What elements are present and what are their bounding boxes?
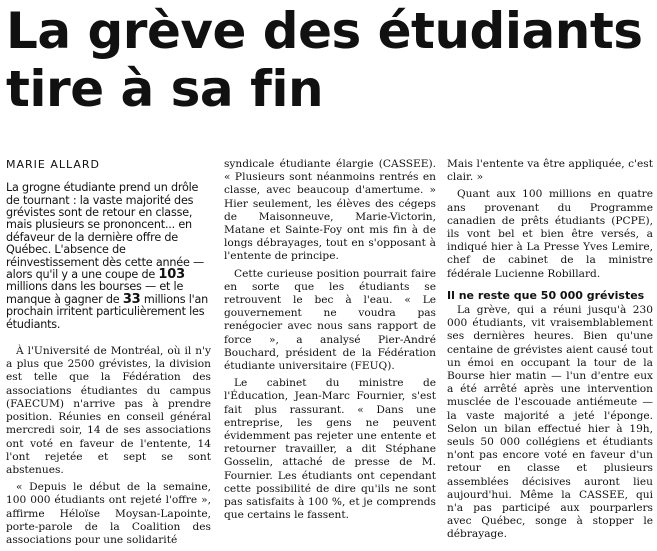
lead-part-1: La grogne étudiante prend un drôle de tournant : la vaste majorité des grévistes sont de retour en classe, mais plusieurs se prononcent... en défaveur de la dernière offre de Québec. L'absence de réinvestissement dès cette année — alors qu'il y a une coupe de [6,181,204,282]
headline-line-1: La grève des étudiants [6,2,643,60]
body-paragraph: Mais l'entente va être appliquée, c'est clair. » [447,158,653,184]
lead-number-2: 33 [122,291,141,307]
lead-part-2: millions dans les bourses — et le manque à gagner de [6,280,184,306]
lead-part-3: millions l'an prochain irritent particulièrement les étudiants. [6,292,209,331]
body-paragraph: Le cabinet du ministre de l'Éducation, Jean-Marc Fournier, s'est fait plus rassurant. « Dans une entreprise, les gens ne peuvent évidemment pas rejeter une entente et retourner travailler, a dit Stéphane Gosselin, attaché de presse de M. Fournier. Les étudiants ont cependant cette possibilité de dire qu'ils ne sont pas satisfaits à 100 %, et je comprends que certains le fassent. [224,377,436,522]
column-2 [224,158,436,526]
headline-line-2: tire à sa fin [6,60,324,118]
lead-paragraph [6,182,211,331]
body-paragraph: syndicale étudiante élargie (CASSEE). « Plusieurs sont néanmoins rentrés en classe, avec beaucoup d'amertume. » Hier seulement, les élèves des cégeps de Maisonneuve, Marie-Victorin, Matane et Sainte-Foy ont mis fin à de longs débrayages, tout en s'opposant à l'entente de principe. [224,158,436,263]
body-paragraph: Quant aux 100 millions en quatre ans provenant du Programme canadien de prêts étudiants (PCPE), ils vont bel et bien être versés, a indiqué hier à La Presse Yves Lemire, chef de cabinet de la ministre fédérale Lucienne Robillard. [447,188,653,280]
body-paragraph: La grève, qui a réuni jusqu'à 230 000 étudiants, vit vraisemblablement ses dernières heures. Bien qu'une centaine de grévistes aient causé tout un émoi en occupant la tour de la Bourse hier matin — l'un d'entre eux a été arrêté après une intervention musclée de l'escouade antiémeute — la vaste majorité a jeté l'éponge. Selon un bilan effectué hier à 19h, seuls 50 000 collégiens et étudiants n'ont pas encore voté en faveur d'un retour en classe et plusieurs assemblées décisives auront lieu aujourd'hui. Même la CASSEE, qui n'a pas participé aux pourparlers avec Québec, songe à stopper le débrayage. [447,304,653,541]
column-3 [447,158,653,546]
headline [6,2,651,118]
lead-number-1: 103 [158,267,185,283]
subheading: Il ne reste que 50 000 grévistes [447,288,645,302]
byline: MARIE ALLARD [6,158,101,171]
body-paragraph: Cette curieuse position pourrait faire en sorte que les étudiants se retrouvent le bec à l'eau. « Le gouvernement ne voudra pas renégocier avec nous sans rapport de force », a analysé Pier-André Bouchard, président de la Fédération étudiante universitaire (FEUQ). [224,267,436,373]
body-paragraph: À l'Université de Montréal, où il n'y a plus que 2500 grévistes, la division est telle que la Fédération des associations étudiantes du campus (FAECUM) n'arrive pas à prendre position. Réunies en conseil général mercredi soir, 14 de ses associations ont voté en faveur de l'entente, 14 l'ont rejetée et sept se sont abstenues. [6,345,211,476]
body-paragraph: « Depuis le début de la semaine, 100 000 étudiants ont rejeté l'offre », affirme Héloïse Moysan-Lapointe, porte-parole de la Coalition des associations pour une solidarité [6,481,211,546]
column-1 [6,158,211,551]
